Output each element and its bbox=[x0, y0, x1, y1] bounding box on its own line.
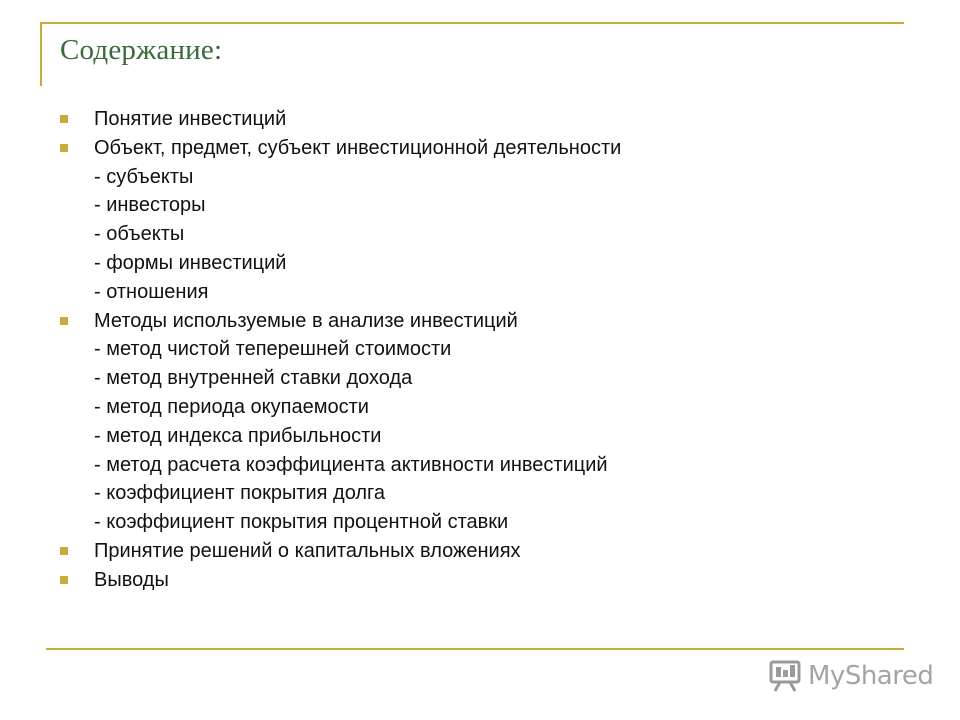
square-bullet-icon bbox=[60, 576, 68, 584]
list-item-text: - субъекты bbox=[94, 165, 194, 188]
slide-title: Содержание: bbox=[60, 34, 223, 66]
list-item-text: - метод внутренней ставки дохода bbox=[94, 367, 413, 390]
logo-text: MyShared bbox=[808, 661, 934, 691]
sub-list-item bbox=[60, 335, 920, 364]
sub-list-item bbox=[60, 191, 920, 220]
list-item bbox=[60, 566, 920, 595]
sub-list-item bbox=[60, 508, 920, 537]
list-item-text: Понятие инвестиций bbox=[94, 108, 287, 130]
list-item bbox=[60, 134, 920, 163]
list-item-text: Принятие решений о капитальных вложениях bbox=[94, 539, 521, 562]
list-item bbox=[60, 537, 920, 566]
left-divider bbox=[40, 22, 42, 86]
square-bullet-icon bbox=[60, 317, 68, 325]
list-item-text: - отношения bbox=[94, 280, 209, 303]
myshared-logo[interactable] bbox=[768, 656, 933, 696]
sub-list-item bbox=[60, 364, 920, 393]
list-item-text: - метод чистой теперешней стоимости bbox=[94, 338, 452, 361]
top-divider bbox=[40, 22, 904, 24]
list-item-text: Методы используемые в анализе инвестиций bbox=[94, 309, 518, 332]
sub-list-item bbox=[60, 163, 920, 192]
list-item-text: - метод индекса прибыльности bbox=[94, 424, 382, 447]
sub-list-item bbox=[60, 220, 920, 249]
sub-list-item bbox=[60, 393, 920, 422]
square-bullet-icon bbox=[60, 115, 68, 123]
contents-list bbox=[60, 105, 920, 595]
square-bullet-icon bbox=[60, 547, 68, 555]
list-item bbox=[60, 105, 920, 134]
sub-list-item bbox=[60, 249, 920, 278]
list-item-text: - метод периода окупаемости bbox=[94, 395, 369, 418]
list-item bbox=[60, 307, 920, 336]
list-item-text: - объекты bbox=[94, 223, 185, 246]
list-item-text: Выводы bbox=[94, 568, 169, 591]
sub-list-item bbox=[60, 278, 920, 307]
sub-list-item bbox=[60, 451, 920, 480]
bottom-divider bbox=[46, 648, 904, 650]
list-item-text: - коэффициент покрытия долга bbox=[94, 482, 386, 505]
sub-list-item bbox=[60, 479, 920, 508]
list-item-text: - формы инвестиций bbox=[94, 251, 287, 274]
list-item-text: Объект, предмет, субъект инвестиционной деятельности bbox=[94, 136, 622, 159]
sub-list-item bbox=[60, 422, 920, 451]
list-item-text: - инвесторы bbox=[94, 194, 206, 217]
presentation-board-icon bbox=[768, 659, 802, 693]
square-bullet-icon bbox=[60, 144, 68, 152]
list-item-text: - метод расчета коэффициента активности инвестиций bbox=[94, 453, 608, 476]
list-item-text: - коэффициент покрытия процентной ставки bbox=[94, 511, 509, 534]
